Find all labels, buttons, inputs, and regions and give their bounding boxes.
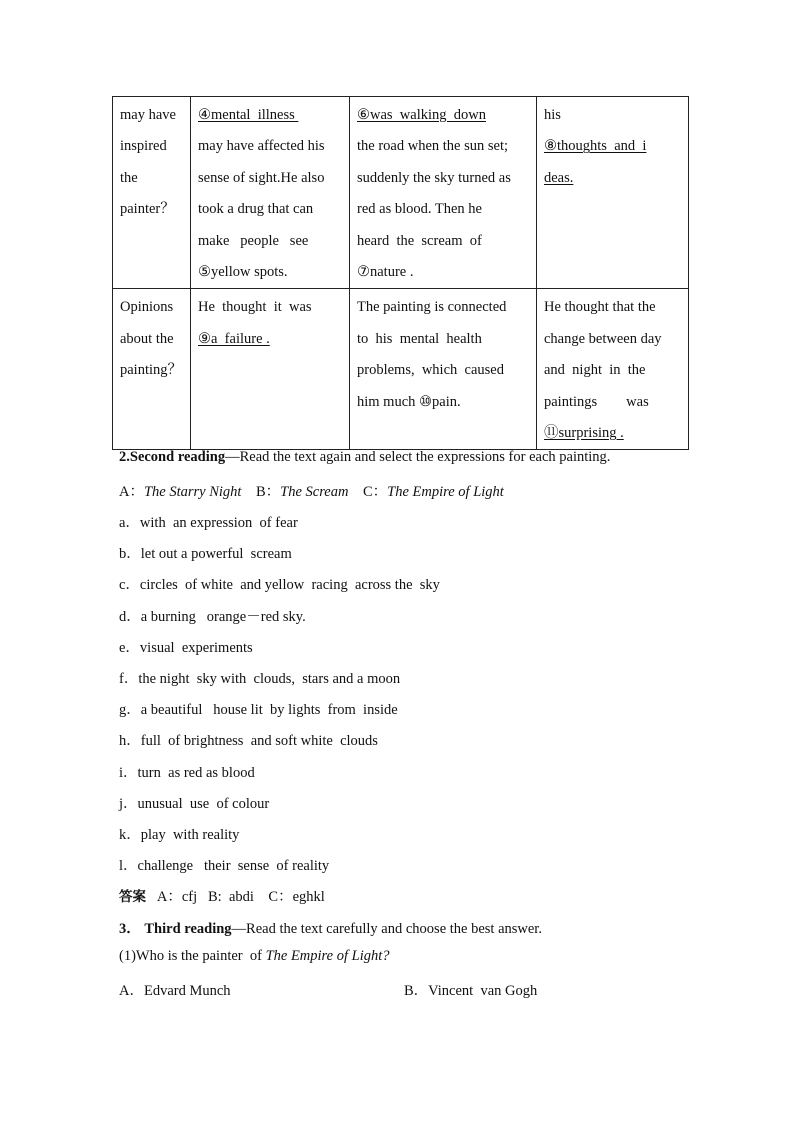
painting-options: A：The Starry Night B：The Scream C：The Empire of Light <box>119 484 504 500</box>
list-item: j．unusual use of colour <box>119 796 270 812</box>
list-item: g．a beautiful house lit by lights from inside <box>119 702 398 718</box>
van-gogh-cell: ④mental illness may have affected his sense of sight.He also took a drug that can make people see ⑤yellow spots. <box>191 97 350 289</box>
list-item: k．play with reality <box>119 827 240 843</box>
table-row <box>113 289 689 450</box>
blank-answer: ⑦nature . <box>357 264 414 281</box>
blank-answer: ④mental illness <box>198 107 299 123</box>
list-item: d．a burning orange－red sky. <box>119 609 306 625</box>
list-item: c．circles of white and yellow racing across the sky <box>119 577 440 593</box>
munch-cell: The painting is connected to his mental health problems, which caused him much ⑩pain. <box>350 289 537 450</box>
list-item: h．full of brightness and soft white clouds <box>119 733 378 749</box>
blank-answer: deas. <box>544 169 574 186</box>
blank-answer: ⑤yellow spots. <box>198 264 288 281</box>
choice-a: A．Edvard Munch <box>119 983 231 999</box>
answer-line: 答案 A：cfj B: abdi C：eghkl <box>119 889 325 905</box>
question-1: (1)Who is the painter of The Empire of Light? <box>119 948 390 964</box>
van-gogh-cell: He thought it was ⑨a failure . <box>191 289 350 450</box>
second-reading-heading: 2.Second reading—Read the text again and select the expressions for each painting. <box>119 449 611 465</box>
list-item: e．visual experiments <box>119 640 253 656</box>
list-item: a．with an expression of fear <box>119 515 298 531</box>
magritte-cell: his ⑧thoughts and i deas. <box>537 97 689 289</box>
third-reading-heading: 3． Third reading—Read the text carefully and choose the best answer. <box>119 921 542 937</box>
list-item: l．challenge their sense of reality <box>119 858 330 874</box>
blank-answer: ⑪surprising . <box>544 425 624 442</box>
blank-answer: ⑧thoughts and i <box>544 138 647 155</box>
list-item: i．turn as red as blood <box>119 765 255 781</box>
munch-cell: ⑥was walking down the road when the sun set; suddenly the sky turned as red as blood. Then he heard the scream of ⑦nature . <box>350 97 537 289</box>
blank-answer: ⑥was walking down <box>357 107 486 123</box>
table-row <box>113 97 689 289</box>
list-item: f．the night sky with clouds, stars and a moon <box>119 671 401 687</box>
magritte-cell: He thought that the change between day and night in the paintings was ⑪surprising . <box>537 289 689 450</box>
painting-analysis-table <box>112 96 689 450</box>
list-item: b．let out a powerful scream <box>119 546 292 562</box>
choice-b: B．Vincent van Gogh <box>404 983 538 999</box>
blank-answer: him much ⑩pain. <box>357 393 461 410</box>
row-question-cell: Opinions about the painting？ <box>113 289 191 450</box>
row-question-cell: may have inspired the painter？ <box>113 97 191 289</box>
blank-answer: ⑨a failure . <box>198 330 270 347</box>
